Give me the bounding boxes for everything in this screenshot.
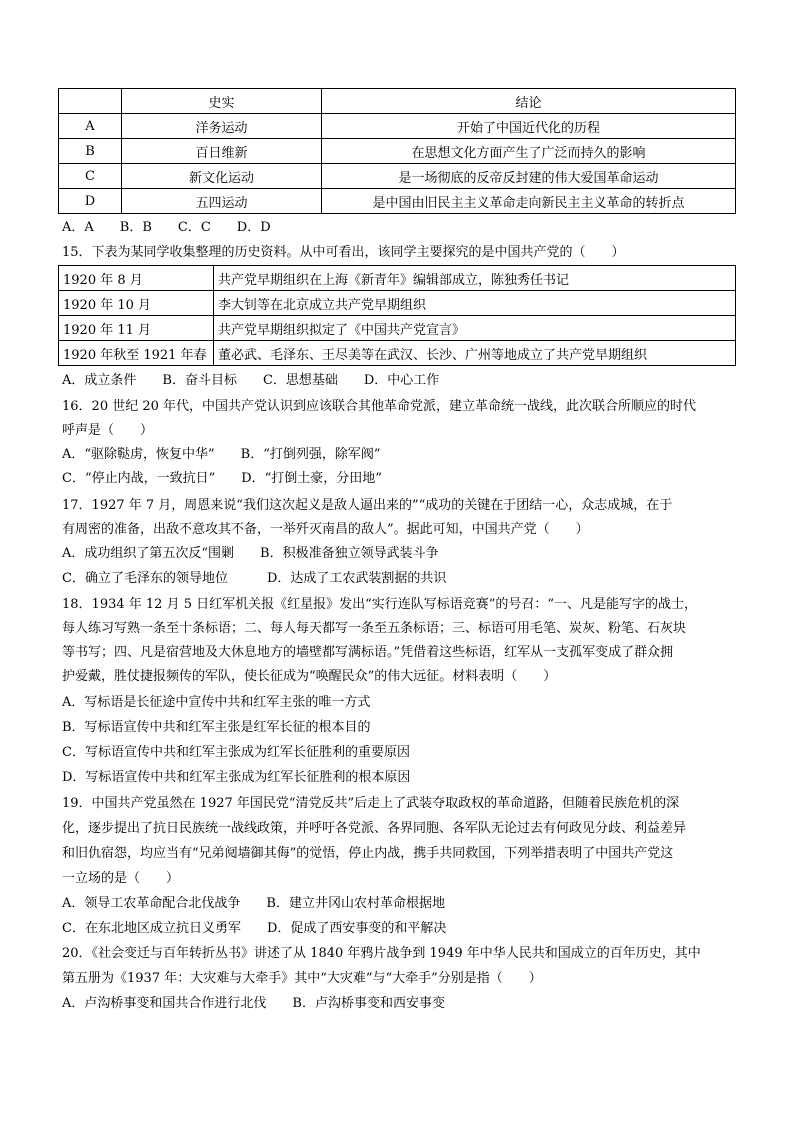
table-header-cell [59,89,122,114]
q20-options-line1: A．卢沟桥事变和国共合作进行北伐 B．卢沟桥事变和西安事变 [62,996,445,1011]
q16-options-line1: A．“驱除鞑虏，恢复中华” B．“打倒列强，除军阀” [62,447,381,462]
q18-stem-line3: 等书写；四、凡是宿营地及大休息地方的墙壁都写满标语。”凭借着这些标语，红军从一支孤军变成了群众拥 [62,645,674,660]
q15-stem: 15．下表为某同学收集整理的历史资料。从中可看出，该同学主要探究的是中国共产党的（ ） [62,245,625,260]
table-cell: A [59,114,122,139]
q19-stem-line1: 19．中国共产党虽然在 1927 年国民党“清党反共”后走上了武装夺取政权的革命道路，但随着民族危机的深 [62,796,680,811]
table-cell: 1920 年 11 月 [59,316,214,341]
table-cell: 开始了中国近代化的历程 [322,114,736,139]
table-row [59,114,736,139]
q17-options-line1: A．成功组织了第五次反“围剿 B．积极准备独立领导武装斗争 [62,546,439,561]
q14-options: A．A B．B C．C D．D [62,220,271,235]
table-row [59,316,736,341]
q15-options: A．成立条件 B．奋斗目标 C．思想基础 D．中心工作 [62,373,440,388]
table-cell: 是中国由旧民主主义革命走向新民主主义革命的转折点 [322,189,736,214]
table-row [59,291,736,316]
q16-stem-line1: 16．20 世纪 20 年代，中国共产党认识到应该联合其他革命党派，建立革命统一战线，此次联合所顺应的时代 [62,399,697,414]
history-facts-table [58,88,736,214]
table-cell: 在思想文化方面产生了广泛而持久的影响 [322,139,736,164]
q19-stem-line3: 和旧仇宿怨，均应当有“兄弟阋墙御其侮”的觉悟，停止内战，携手共同救国，下列举措表明了中国共产党这 [62,846,674,861]
table-cell: 1920 年 10 月 [59,291,214,316]
q18-stem-line2: 每人练习写熟一条至十条标语；二、每人每天都写一条至五条标语；三、标语可用毛笔、炭灰、粉笔、石灰块 [62,621,687,636]
table-header-cell: 史实 [122,89,322,114]
table-row [59,164,736,189]
table-row [59,139,736,164]
q16-options-line2: C．“停止内战，一致抗日” D．“打倒土豪，分田地” [62,471,382,486]
table-cell: 洋务运动 [122,114,322,139]
q19-stem-line4: 一立场的是（ ） [62,871,180,886]
table-cell: B [59,139,122,164]
table-header-row [59,89,736,114]
q16-stem-line2: 呼声是（ ） [62,423,154,438]
table-cell: D [59,189,122,214]
q18-option-c: C．写标语宣传中共和红军主张成为红军长征胜利的重要原因 [62,745,410,760]
table-cell: 五四运动 [122,189,322,214]
q18-stem-line1: 18．1934 年 12 月 5 日红军机关报《红星报》发出“实行连队写标语竞赛”的号召：“一、凡是能写字的战士， [62,597,698,612]
table-row [59,266,736,291]
table-cell: C [59,164,122,189]
table-cell: 百日维新 [122,139,322,164]
table-cell: 1920 年 8 月 [59,266,214,291]
table-cell: 新文化运动 [122,164,322,189]
q19-stem-line2: 化，逐步提出了抗日民族统一战线政策，并呼吁各党派、各界同胞、各军队无论过去有何政见分歧、利益差异 [62,821,687,836]
q20-stem-line2: 第五册为《1937 年：大灾难与大牵手》其中“大灾难”与“大牵手”分别是指（ ） [62,971,542,986]
q17-stem-line1: 17．1927 年 7 月，周恩来说“我们这次起义是敌人逼出来的”“成功的关键在于团结一心，众志成城，在于 [62,498,673,513]
q17-stem-line2: 有周密的准备，出敌不意攻其不备，一举歼灭南昌的敌人”。据此可知，中国共产党（ ） [62,522,589,537]
q19-options-line1: A．领导工农革命配合北伐战争 B．建立井冈山农村革命根据地 [62,896,445,911]
q18-option-d: D．写标语宣传中共和红军主张成为红军长征胜利的根本原因 [62,770,411,785]
q17-options-line2: C．确立了毛泽东的领导地位 D．达成了工农武装割据的共识 [62,571,447,586]
q18-option-b: B．写标语宣传中共和红军主张是红军长征的根本目的 [62,720,371,735]
cpc-history-table [58,265,736,366]
q18-stem-line4: 护爱戴，胜仗捷报频传的军队，使长征成为“唤醒民众”的伟大远征。材料表明（ ） [62,669,557,684]
table-cell: 是一场彻底的反帝反封建的伟大爱国革命运动 [322,164,736,189]
table-cell: 1920 年秋至 1921 年春 [59,341,214,366]
table-cell: 李大钊等在北京成立共产党早期组织 [214,291,736,316]
q20-stem-line1: 20．《社会变迁与百年转折丛书》讲述了从 1840 年鸦片战争到 1949 年中华人民共和国成立的百年历史，其中 [62,946,701,961]
table-row [59,341,736,366]
table-cell: 董必武、毛泽东、王尽美等在武汉、长沙、广州等地成立了共产党早期组织 [214,341,736,366]
q19-options-line2: C．在东北地区成立抗日义勇军 D．促成了西安事变的和平解决 [62,921,447,936]
table-cell: 共产党早期组织拟定了《中国共产党宣言》 [214,316,736,341]
table-cell: 共产党早期组织在上海《新青年》编辑部成立，陈独秀任书记 [214,266,736,291]
q18-option-a: A．写标语是长征途中宣传中共和红军主张的唯一方式 [62,695,371,710]
table-row [59,189,736,214]
table-header-cell: 结论 [322,89,736,114]
